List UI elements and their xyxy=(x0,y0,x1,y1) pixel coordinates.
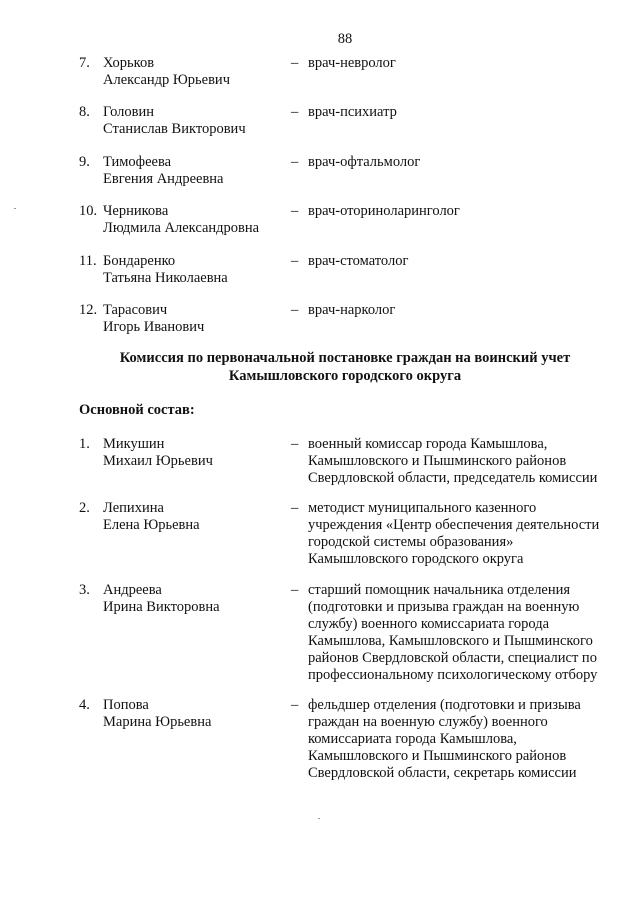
scan-speck xyxy=(14,208,16,209)
item-number: 7. xyxy=(79,55,90,71)
item-number: 4. xyxy=(79,697,90,713)
person-name xyxy=(103,104,246,138)
item-number: 10. xyxy=(79,203,98,219)
given-name: Игорь Иванович xyxy=(103,319,205,335)
person-name xyxy=(103,436,213,470)
surname: Хорьков xyxy=(103,55,155,71)
person-name xyxy=(103,203,259,237)
item-number: 2. xyxy=(79,500,90,516)
surname: Лепихина xyxy=(103,500,164,516)
dash: – xyxy=(291,55,299,71)
surname: Тарасович xyxy=(103,302,168,318)
person-name xyxy=(103,500,200,534)
page-number: 88 xyxy=(337,31,353,47)
description-line: фельдшер отделения (подготовки и призыва xyxy=(308,697,581,713)
role: врач-невролог xyxy=(308,55,396,71)
role: врач-офтальмолог xyxy=(308,154,421,170)
role: врач-психиатр xyxy=(308,104,397,120)
given-name: Александр Юрьевич xyxy=(103,72,230,88)
person-name xyxy=(103,154,223,188)
item-number: 11. xyxy=(79,253,97,269)
item-number: 8. xyxy=(79,104,90,120)
surname: Черникова xyxy=(103,203,169,219)
description-line: Камышловского городского округа xyxy=(308,551,524,567)
position-description xyxy=(308,697,618,782)
given-name: Станислав Викторович xyxy=(103,121,246,137)
dash: – xyxy=(291,104,299,120)
main-composition-label: Основной состав: xyxy=(79,402,195,418)
person-name xyxy=(103,697,211,731)
dash: – xyxy=(291,436,299,452)
given-name: Михаил Юрьевич xyxy=(103,453,213,469)
given-name: Марина Юрьевна xyxy=(103,714,212,730)
role: врач-стоматолог xyxy=(308,253,409,269)
item-number: 3. xyxy=(79,582,90,598)
description-line: учреждения «Центр обеспечения деятельности xyxy=(308,517,600,533)
given-name: Ирина Викторовна xyxy=(103,599,220,615)
given-name: Елена Юрьевна xyxy=(103,517,200,533)
description-line: методист муниципального казенного xyxy=(308,500,537,516)
position-description xyxy=(308,582,618,684)
commission-title-line: Камышловского городского округа xyxy=(228,368,462,384)
item-number: 9. xyxy=(79,154,90,170)
description-line: Свердловской области, секретарь комиссии xyxy=(308,765,577,781)
position-description xyxy=(308,500,618,568)
dash: – xyxy=(291,697,299,713)
description-line: Камышловского и Пышминского районов xyxy=(308,453,567,469)
description-line: службу) военного комиссариата города xyxy=(308,616,550,632)
given-name: Людмила Александровна xyxy=(103,220,260,236)
description-line: Камышлова, Камышловского и Пышминского xyxy=(308,633,593,649)
description-line: Свердловской области, председатель комиссии xyxy=(308,470,598,486)
surname: Попова xyxy=(103,697,149,713)
surname: Бондаренко xyxy=(103,253,176,269)
description-line: (подготовки и призыва граждан на военную xyxy=(308,599,580,615)
item-number: 1. xyxy=(79,436,90,452)
person-name xyxy=(103,302,204,336)
scan-speck xyxy=(318,818,320,819)
dash: – xyxy=(291,203,299,219)
person-name xyxy=(103,582,220,616)
commission-title xyxy=(0,349,640,385)
given-name: Татьяна Николаевна xyxy=(103,270,228,286)
surname: Головин xyxy=(103,104,155,120)
description-line: комиссариата города Камышлова, xyxy=(308,731,517,747)
dash: – xyxy=(291,253,299,269)
description-line: профессиональному психологическому отбору xyxy=(308,667,598,683)
description-line: старший помощник начальника отделения xyxy=(308,582,571,598)
dash: – xyxy=(291,582,299,598)
dash: – xyxy=(291,500,299,516)
surname: Андреева xyxy=(103,582,162,598)
given-name: Евгения Андреевна xyxy=(103,171,224,187)
surname: Микушин xyxy=(103,436,165,452)
description-line: граждан на военную службу) военного xyxy=(308,714,548,730)
dash: – xyxy=(291,154,299,170)
surname: Тимофеева xyxy=(103,154,172,170)
commission-title-line: Комиссия по первоначальной постановке граждан на воинский учет xyxy=(119,350,571,366)
person-name xyxy=(103,55,230,89)
item-number: 12. xyxy=(79,302,98,318)
description-line: военный комиссар города Камышлова, xyxy=(308,436,548,452)
description-line: Камышловского и Пышминского районов xyxy=(308,748,567,764)
person-name xyxy=(103,253,228,287)
position-description xyxy=(308,436,618,487)
description-line: городской системы образования» xyxy=(308,534,514,550)
role: врач-оториноларинголог xyxy=(308,203,460,219)
description-line: районов Свердловской области, специалист по xyxy=(308,650,597,666)
role: врач-нарколог xyxy=(308,302,396,318)
dash: – xyxy=(291,302,299,318)
